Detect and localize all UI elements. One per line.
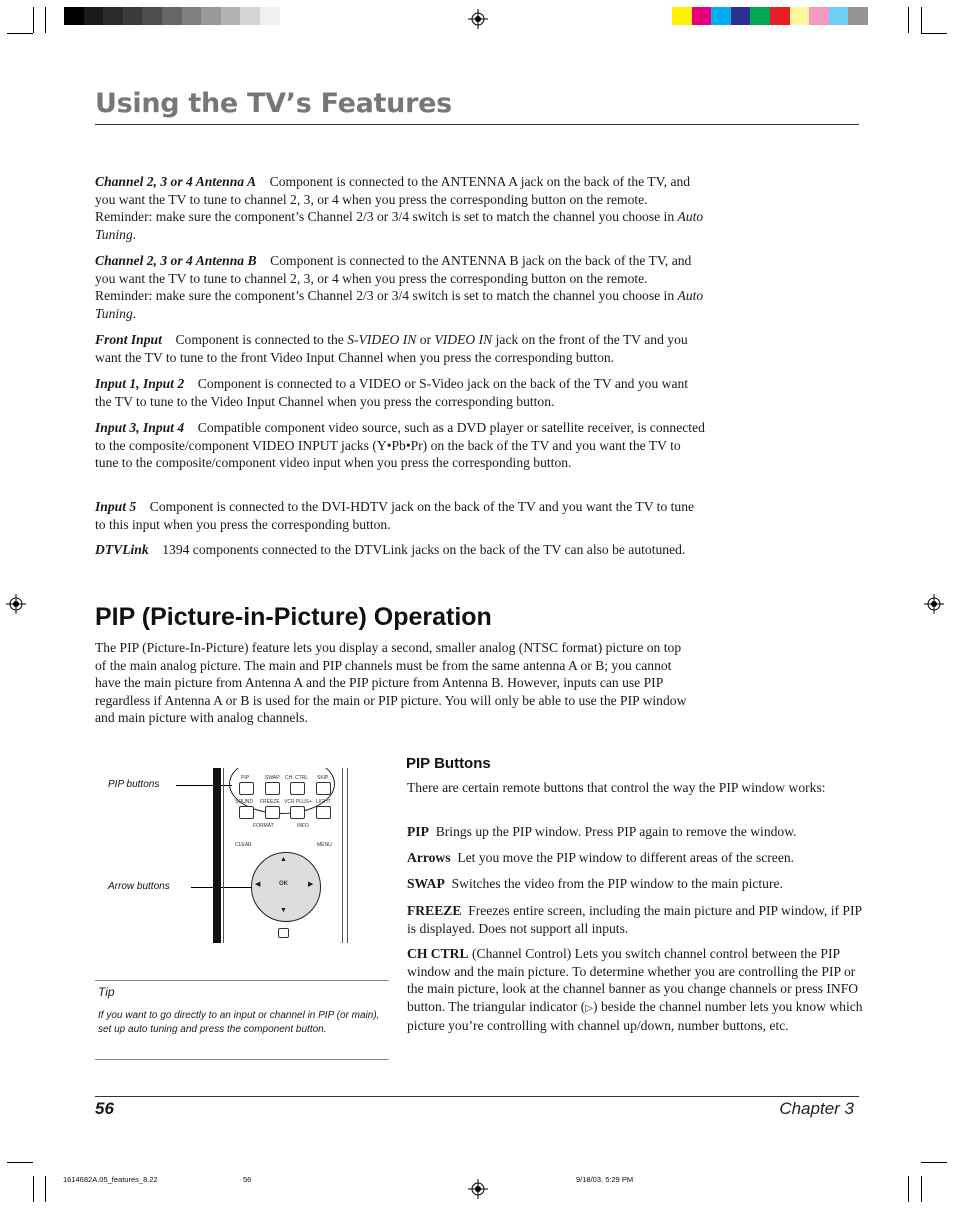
remote-ok-label: OK [279,881,288,887]
chapter-label: Chapter 3 [779,1099,854,1118]
pip-intro: The PIP (Picture-In-Picture) feature lets you display a second, smaller analog (NTSC format) picture on top of the main analog picture. The main and PIP channels must be from the same antenna A or B; you cannot have the main picture from Antenna A and the PIP picture from Antenna B. However, inputs can use PIP regardless if Antenna A or B is used for the main or PIP picture. You will only be able to use the PIP window and main picture with analog channels. [95,640,687,726]
color-swatch [692,7,712,25]
pip-buttons-intro: There are certain remote buttons that control the way the PIP window works: [407,780,826,795]
color-swatch [84,7,104,25]
remote-label-sound: SOUND [235,799,254,805]
remote-label-ch-ctrl: CH. CTRL [285,775,309,781]
remote-label-format: FORMAT [253,823,274,829]
slug-date: 9/18/03, 5:29 PM [576,1175,634,1184]
color-swatch [829,7,849,25]
left-arrow-icon: ◀ [255,880,261,888]
remote-vcr-plus-button[interactable] [290,806,305,819]
color-swatch [123,7,143,25]
remote-control-figure [213,768,350,943]
page-number: 56 [95,1099,114,1118]
color-swatch [790,7,810,25]
section-title-pip: PIP (Picture-in-Picture) Operation [95,603,492,631]
callout-pip-buttons: PIP buttons [108,779,160,790]
pip-button-def: PIP Brings up the PIP window. Press PIP again to remove the window. [407,824,797,839]
color-swatch [672,7,692,25]
triangle-indicator-icon: ▷ [585,1002,594,1014]
definition-antenna-a: Channel 2, 3 or 4 Antenna A Component is connected to the ANTENNA A jack on the back of the TV, and you want the TV to tune to channel 2, 3, or 4 when you press the corresponding button on the remote. Reminder: make sure the component’s Channel 2/3 or 3/4 switch is set to match the channel you choose in Auto Tuning. [95,174,704,242]
callout-arrow-buttons: Arrow buttons [108,881,170,892]
right-arrow-icon: ▶ [308,880,314,888]
color-swatch [848,7,868,25]
definition-dtvlink: DTVLink 1394 components connected to the DTVLink jacks on the back of the TV can also be autotuned. [95,542,686,557]
slug-page: 56 [243,1175,252,1184]
definition-input-3-4: Input 3, Input 4 Compatible component video source, such as a DVD player or satellite receiver, is connected to the composite/component VIDEO INPUT jacks (Y•Pb•Pr) on the back of the TV and you want the TV to tune to the composite/component video input when you press the corresponding button. [95,420,705,471]
registration-mark-icon [6,594,26,614]
ch-ctrl-button-def: CH CTRL (Channel Control) Lets you switch channel control between the PIP window and the main picture. To determine whether you are controlling the PIP or the main picture, look at the channel banner as you change channels or press INFO button. The triangular indicator (▷) beside the channel number lets you know which picture you’re controlling with channel up/down, number buttons, etc. [407,946,863,1034]
color-swatch [64,7,84,25]
color-swatch [201,7,221,25]
registration-mark-icon [924,594,944,614]
definition-antenna-b: Channel 2, 3 or 4 Antenna B Component is connected to the ANTENNA B jack on the back of the TV, and you want the TV to tune to channel 2, 3, or 4 when you press the corresponding button on the remote. Reminder: make sure the component’s Channel 2/3 or 3/4 switch is set to match the channel you choose in Auto Tuning. [95,253,704,321]
color-swatch [260,7,280,25]
color-swatch [162,7,182,25]
tip-bottom-rule [95,1059,389,1060]
remote-pip-button[interactable] [239,782,254,795]
swap-button-def: SWAP Switches the video from the PIP window to the main picture. [407,876,783,891]
definition-input-5: Input 5 Component is connected to the DVI-HDTV jack on the back of the TV and you want the TV to tune to this input when you press the corresponding button. [95,499,695,532]
remote-label-vcr-plus: VCR PLUS+ [284,799,312,805]
color-swatch [770,7,790,25]
remote-label-info: INFO [297,823,309,829]
slug-filename: 1614682A.05_features_8.22 [63,1175,158,1184]
registration-mark-icon [468,9,488,29]
remote-skip-button[interactable] [316,782,331,795]
page-header-title: Using the TV’s Features [95,88,452,119]
header-rule [95,124,859,125]
remote-label-skip: SKIP [317,775,329,781]
color-swatch [221,7,241,25]
arrows-button-def: Arrows Let you move the PIP window to different areas of the screen. [407,850,795,865]
remote-label-clear: CLEAR [235,842,252,848]
remote-ch-ctrl-button[interactable] [290,782,305,795]
remote-label-pip: PIP [241,775,250,781]
pip-buttons-heading: PIP Buttons [406,755,491,772]
remote-lower-button[interactable] [278,928,289,938]
down-arrow-icon: ▼ [280,906,287,914]
remote-label-light: LIGHT [316,799,331,805]
tip-top-rule [95,980,389,981]
remote-freeze-button[interactable] [265,806,280,819]
color-swatch [809,7,829,25]
registration-mark-icon [468,1179,488,1199]
remote-label-swap: SWAP [265,775,280,781]
up-arrow-icon: ▲ [280,855,287,863]
color-swatch [731,7,751,25]
color-swatch [711,7,731,25]
color-swatch [240,7,260,25]
tip-title: Tip [98,985,115,999]
color-swatch [142,7,162,25]
remote-light-button[interactable] [316,806,331,819]
color-swatch [750,7,770,25]
definition-input-1-2: Input 1, Input 2 Component is connected to a VIDEO or S-Video jack on the back of the TV and you want the TV to tune to the Video Input Channel when you press the corresponding button. [95,376,689,409]
remote-label-freeze: FREEZE [260,799,280,805]
footer-rule [95,1096,859,1097]
remote-sound-button[interactable] [239,806,254,819]
remote-swap-button[interactable] [265,782,280,795]
definition-front-input: Front Input Component is connected to the S-VIDEO IN or VIDEO IN jack on the front of the TV and you want the TV to tune to the front Video Input Channel when you press the corresponding button. [95,332,688,365]
color-swatch [182,7,202,25]
freeze-button-def: FREEZE Freezes entire screen, including the main picture and PIP window, if PIP is displayed. Does not support all inputs. [407,903,862,936]
color-swatch [103,7,123,25]
remote-label-menu: MENU [317,842,332,848]
tip-text: If you want to go directly to an input or channel in PIP (or main), set up auto tuning and press the component button. [98,1010,380,1035]
